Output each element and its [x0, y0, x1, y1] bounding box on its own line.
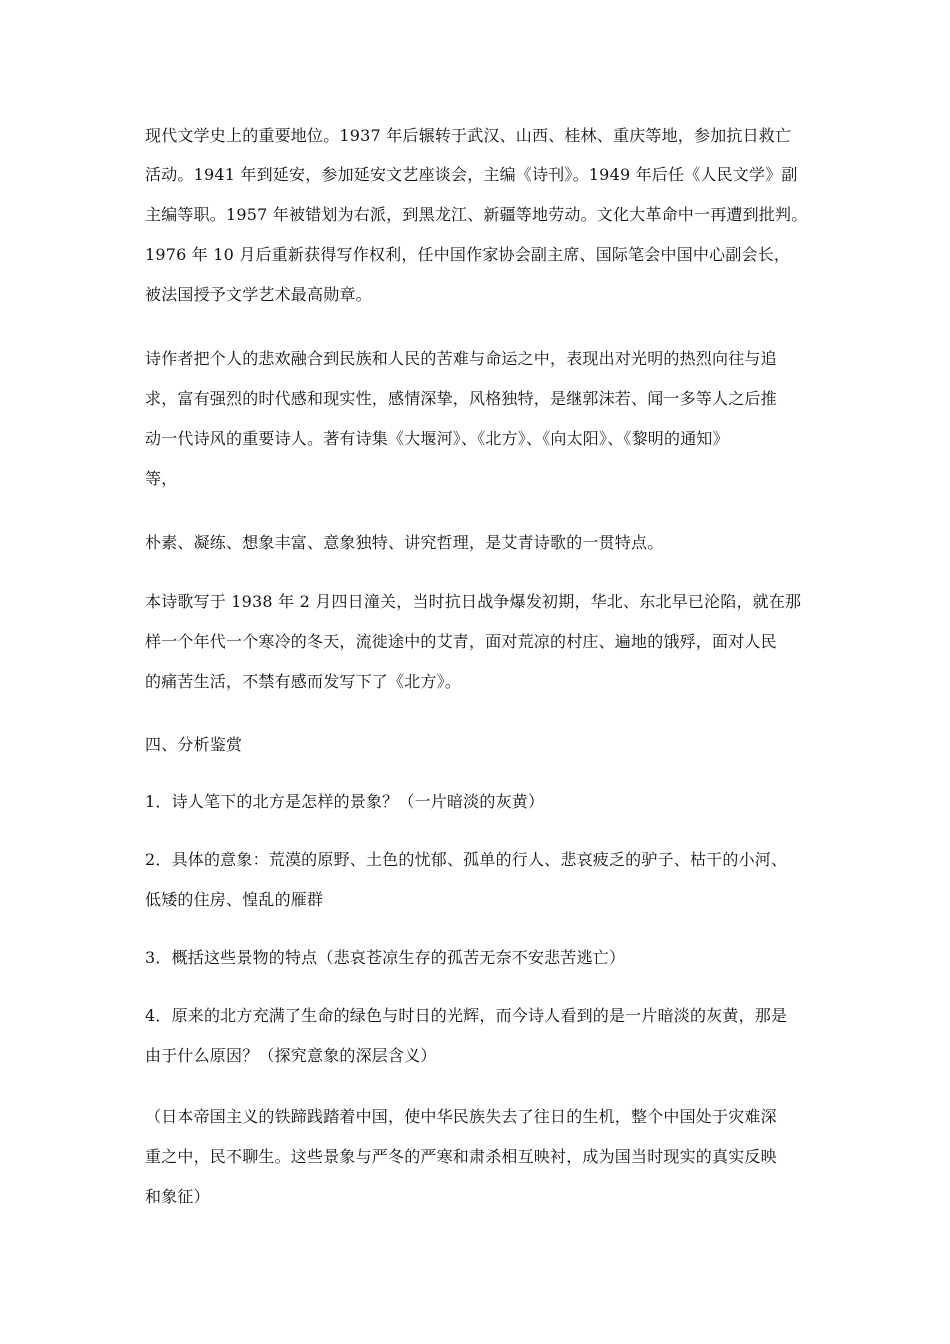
answer-line-3: 和象征）	[145, 1187, 210, 1206]
paragraph-4-line-2: 样一个年代一个寒冷的冬天，流徙途中的艾青，面对荒凉的村庄、遍地的饿殍，面对人民	[145, 632, 777, 651]
paragraph-4-line-3: 的痛苦生活，不禁有感而发写下了《北方》。	[145, 672, 462, 691]
paragraph-2-line-2: 求，富有强烈的时代感和现实性，感情深挚，风格独特，是继郭沫若、闻一多等人之后推	[145, 389, 777, 408]
paragraph-2-line-4: 等，	[145, 469, 178, 488]
paragraph-1-line-2: 活动。1941 年到延安，参加延安文艺座谈会，主编《诗刊》。1949 年后任《人民文学》副	[145, 165, 798, 184]
item-4-line-2: 由于什么原因？（探究意象的深层含义）	[145, 1046, 437, 1065]
paragraph-1-line-3: 主编等职。1957 年被错划为右派，到黑龙江、新疆等地劳动。文化大革命中一再遭到批判。	[145, 205, 808, 224]
paragraph-4-line-1: 本诗歌写于 1938 年 2 月四日潼关，当时抗日战争爆发初期，华北、东北早已沦陷，就在那	[145, 592, 802, 611]
item-3-line-1: 3．概括这些景物的特点（悲哀苍凉生存的孤苦无奈不安悲苦逃亡）	[145, 948, 626, 967]
paragraph-2-line-1: 诗作者把个人的悲欢融合到民族和人民的苦难与命运之中，表现出对光明的热烈向往与追	[145, 349, 777, 368]
item-2-line-2: 低矮的住房、惶乱的雁群	[145, 890, 324, 909]
item-1-line-1: 1．诗人笔下的北方是怎样的景象？（一片暗淡的灰黄）	[145, 792, 545, 811]
paragraph-2-line-3: 动一代诗风的重要诗人。著有诗集《大堰河》、《北方》、《向太阳》、《黎明的通知》	[145, 429, 729, 448]
answer-line-2: 重之中，民不聊生。这些景象与严冬的严寒和肃杀相互映衬，成为国当时现实的真实反映	[145, 1147, 777, 1166]
paragraph-3-line-1: 朴素、凝练、想象丰富、意象独特、讲究哲理，是艾青诗歌的一贯特点。	[145, 533, 664, 552]
item-2-line-1: 2．具体的意象：荒漠的原野、土色的忧郁、孤单的行人、悲哀疲乏的驴子、枯干的小河、	[145, 850, 788, 869]
section-heading: 四、分析鉴赏	[145, 735, 243, 754]
paragraph-1-line-1: 现代文学史上的重要地位。1937 年后辗转于武汉、山西、桂林、重庆等地，参加抗日救亡	[145, 126, 792, 145]
paragraph-1-line-5: 被法国授予文学艺术最高勋章。	[145, 285, 372, 304]
item-4-line-1: 4．原来的北方充满了生命的绿色与时日的光辉，而今诗人看到的是一片暗淡的灰黄，那是	[145, 1006, 788, 1025]
answer-line-1: （日本帝国主义的铁蹄践踏着中国，使中华民族失去了往日的生机，整个中国处于灾难深	[145, 1107, 777, 1126]
paragraph-1-line-4: 1976 年 10 月后重新获得写作权利，任中国作家协会副主席、国际笔会中国中心副会长，	[145, 245, 791, 264]
